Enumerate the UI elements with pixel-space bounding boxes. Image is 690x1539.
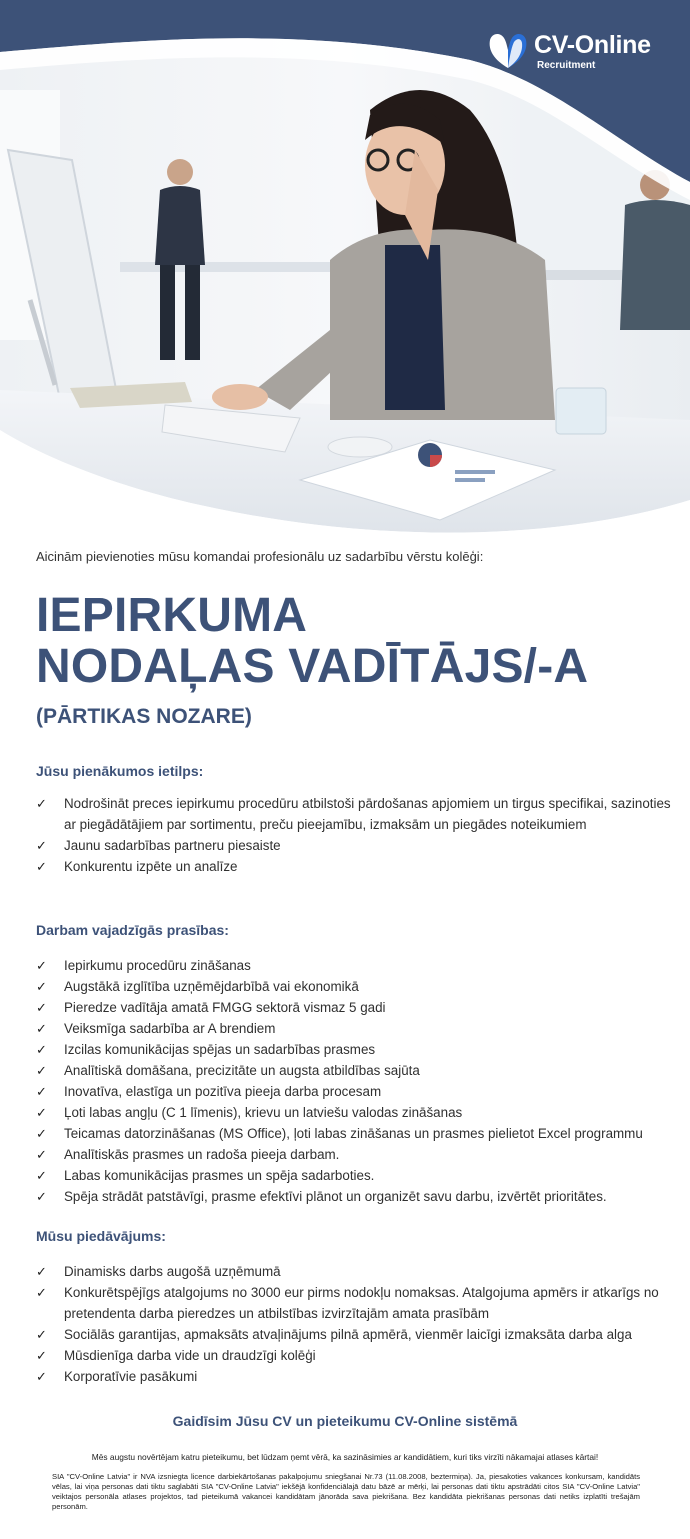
list-item <box>36 1102 680 1123</box>
checkmark-icon: ✓ <box>36 1348 47 1363</box>
list-item-text: Mūsdienīga darba vide un draudzīgi kolēģi <box>64 1348 316 1363</box>
list-item <box>36 955 680 976</box>
list-item <box>36 1039 680 1060</box>
list-item <box>36 976 680 997</box>
job-title-line2: NODAĻAS VADĪTĀJS/-A <box>36 640 589 693</box>
list-item-text: Teicamas datorzināšanas (MS Office), ļoti labas zināšanas un prasmes pielietot Excel programmu <box>64 1126 643 1141</box>
list-item <box>36 1123 680 1144</box>
cv-online-logo-icon <box>486 30 530 72</box>
list-item <box>36 1324 676 1345</box>
list-item <box>36 1186 680 1207</box>
checkmark-icon: ✓ <box>36 1000 47 1015</box>
list-item <box>36 793 676 835</box>
checkmark-icon: ✓ <box>36 1369 47 1384</box>
list-item-text: Nodrošināt preces iepirkumu procedūru atbilstoši pārdošanas apjomiem un tirgus specifikai, sazinoties ar piegādātājiem par sortimentu, preču pieejamību, izmaksām un piegādes noteikumiem <box>64 796 671 832</box>
checkmark-icon: ✓ <box>36 1189 47 1204</box>
list-item <box>36 1144 680 1165</box>
checkmark-icon: ✓ <box>36 1168 47 1183</box>
list-item-text: Pieredze vadītāja amatā FMGG sektorā vismaz 5 gadi <box>64 1000 386 1015</box>
intro-text: Aicinām pievienoties mūsu komandai profesionālu uz sadarbību vērstu kolēģi: <box>36 549 484 564</box>
checkmark-icon: ✓ <box>36 1126 47 1141</box>
list-item-text: Veiksmīga sadarbība ar A brendiem <box>64 1021 276 1036</box>
list-item-text: Korporatīvie pasākumi <box>64 1369 198 1384</box>
requirements-list <box>36 955 680 1207</box>
list-item-text: Analītiskā domāšana, precizitāte un augsta atbildības sajūta <box>64 1063 420 1078</box>
list-item-text: Ļoti labas angļu (C 1 līmenis), krievu un latviešu valodas zināšanas <box>64 1105 463 1120</box>
job-title <box>36 590 666 692</box>
office-photo <box>0 0 690 535</box>
checkmark-icon: ✓ <box>36 859 47 874</box>
list-item-text: Sociālās garantijas, apmaksāts atvaļinājums pilnā apmērā, vienmēr laicīgi izmaksāta darba alga <box>64 1327 632 1342</box>
selection-note: Mēs augstu novērtējam katru pieteikumu, bet lūdzam ņemt vērā, ka sazināsimies ar kandidātiem, kuri tiks virzīti nākamajai atlases kārtai! <box>91 1452 599 1462</box>
hero-banner <box>0 0 690 535</box>
job-subtitle: (PĀRTIKAS NOZARE) <box>36 705 252 728</box>
list-item-text: Jaunu sadarbības partneru piesaiste <box>64 838 281 853</box>
checkmark-icon: ✓ <box>36 1264 47 1279</box>
checkmark-icon: ✓ <box>36 1084 47 1099</box>
checkmark-icon: ✓ <box>36 958 47 973</box>
checkmark-icon: ✓ <box>36 1285 47 1300</box>
checkmark-icon: ✓ <box>36 796 47 811</box>
brand-name: CV-Online <box>534 31 651 59</box>
list-item <box>36 1261 676 1282</box>
checkmark-icon: ✓ <box>36 1105 47 1120</box>
list-item <box>36 1345 676 1366</box>
logo-wordmark <box>534 30 651 72</box>
list-item-text: Spēja strādāt patstāvīgi, prasme efektīvi plānot un organizēt savu darbu, izvērtēt prioritātes. <box>64 1189 607 1204</box>
list-item <box>36 1165 680 1186</box>
list-item-text: Inovatīva, elastīga un pozitīva pieeja darba procesam <box>64 1084 382 1099</box>
checkmark-icon: ✓ <box>36 1021 47 1036</box>
list-item <box>36 1018 680 1039</box>
list-item <box>36 1282 676 1324</box>
list-item-text: Labas komunikācijas prasmes un spēja sadarboties. <box>64 1168 375 1183</box>
list-item <box>36 1060 680 1081</box>
list-item-text: Konkurētspējīgs atalgojums no 3000 eur pirms nodokļu nomaksas. Atalgojuma apmērs ir atkarīgs no pretendenta darba pieredzes un atbilstības izvirzītajām amata prasībām <box>64 1285 659 1321</box>
checkmark-icon: ✓ <box>36 1327 47 1342</box>
checkmark-icon: ✓ <box>36 1147 47 1162</box>
list-item-text: Iepirkumu procedūru zināšanas <box>64 958 251 973</box>
list-item-text: Izcilas komunikācijas spējas un sadarbības prasmes <box>64 1042 376 1057</box>
responsibilities-list <box>36 793 676 877</box>
offer-list <box>36 1261 676 1387</box>
list-item <box>36 1366 676 1387</box>
checkmark-icon: ✓ <box>36 1063 47 1078</box>
apply-call-to-action[interactable]: Gaidīsim Jūsu CV un pieteikumu CV-Online sistēmā <box>172 1413 518 1429</box>
brand-tagline: Recruitment <box>537 60 596 71</box>
cv-online-logo[interactable] <box>486 30 651 72</box>
list-item <box>36 835 676 856</box>
list-item-text: Augstākā izglītība uzņēmējdarbībā vai ekonomikā <box>64 979 359 994</box>
ad-content <box>36 548 671 1384</box>
requirements-heading: Darbam vajadzīgās prasības: <box>36 922 229 938</box>
job-title-line1: IEPIRKUMA <box>36 589 308 642</box>
responsibilities-heading: Jūsu pienākumos ietilps: <box>36 763 204 779</box>
list-item-text: Konkurentu izpēte un analīze <box>64 859 238 874</box>
list-item-text: Dinamisks darbs augošā uzņēmumā <box>64 1264 281 1279</box>
offer-heading: Mūsu piedāvājums: <box>36 1228 166 1244</box>
checkmark-icon: ✓ <box>36 838 47 853</box>
checkmark-icon: ✓ <box>36 979 47 994</box>
checkmark-icon: ✓ <box>36 1042 47 1057</box>
list-item <box>36 997 680 1018</box>
legal-disclaimer: SIA "CV-Online Latvia" ir NVA izsniegta licence darbiekārtošanas pakalpojumu sniegšanai Nr.73 (11.08.2008, beztermiņa). Ja, piesakoties vakances konkursam, kandidāts vēlas, lai viņa personas dati tiktu saglabāti SIA "CV-Online Latvia" iekšējā konfidenciālajā datu bāzē ar mērķi, lai personas dati tiktu apstrādāti citos SIA "CV-Online Latvia" veiktajos personāla atlases projektos, tad pieteikumā vakancei kandidātam jānorāda sava piekrišana. Bez kandidāta piekrišanas personas dati netiks izplatīti trešajām personām. <box>52 1472 640 1511</box>
list-item <box>36 1081 680 1102</box>
list-item <box>36 856 676 877</box>
list-item-text: Analītiskās prasmes un radoša pieeja darbam. <box>64 1147 340 1162</box>
